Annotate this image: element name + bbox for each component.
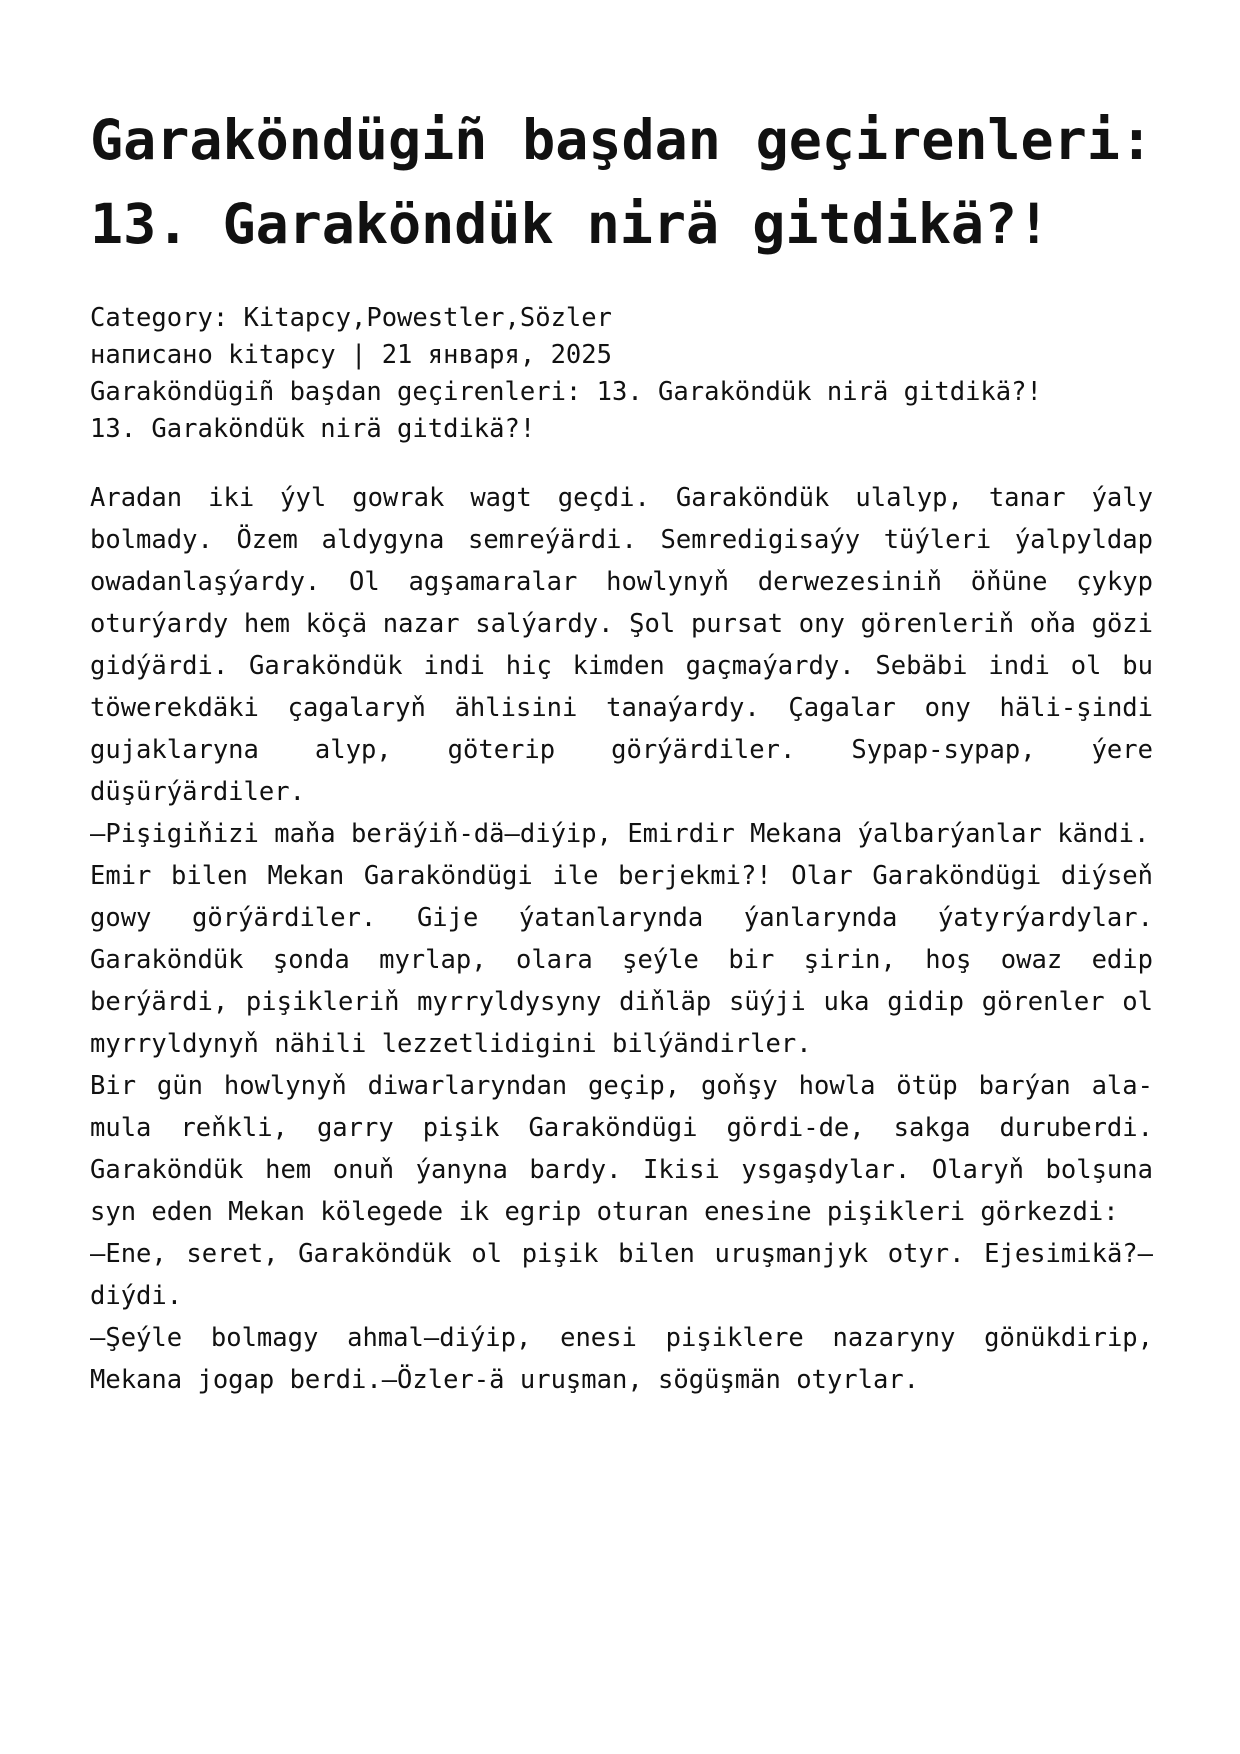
category-line: Category: Kitapcy,Powestler,Sözler — [90, 303, 612, 333]
paragraph: —Pişigiňizi maňa beräýiň-dä—diýip, Emirdir Mekana ýalbarýanlar kändi. — [90, 819, 1150, 849]
article-body — [90, 477, 1153, 1401]
chapter-line: 13. Garaköndük nirä gitdikä?! — [90, 414, 536, 444]
paragraph: Bir gün howlynyň diwarlaryndan geçip, goňşy howla ötüp barýan ala-mula reňkli, garry pişik Garaköndügi gördi-de, sakga duruberdi. Garaköndük hem onuň ýanyna bardy. Ikisi ysgaşdylar. Olaryň bolşuna syn eden Mekan kölegede ik egrip oturan enesine pişikleri görkezdi: — [90, 1071, 1153, 1227]
paragraph: Emir bilen Mekan Garaköndügi ile berjekmi?! Olar Garaköndügi diýseň gowy görýärdiler. Gije ýatanlarynda ýanlarynda ýatyrýardylar. Garaköndük şonda myrlap, olara şeýle bir şirin, hoş owaz edip berýärdi, pişikleriň myrryldysyny diňläp süýji uka gidip görenler ol myrryldynyň nähili lezzetlidigini bilýändirler. — [90, 861, 1153, 1059]
article-page — [90, 98, 1153, 1401]
paragraph: —Ene, seret, Garaköndük ol pişik bilen uruşmanjyk otyr. Ejesimikä?—diýdi. — [90, 1239, 1153, 1311]
paragraph: —Şeýle bolmagy ahmal—diýip, enesi pişiklere nazaryny gönükdirip, Mekana jogap berdi.—Özler-ä uruşman, sögüşmän otyrlar. — [90, 1323, 1153, 1395]
subtitle-line: Garaköndügiñ başdan geçirenleri: 13. Garaköndük nirä gitdikä?! — [90, 377, 1042, 407]
article-title: Garaköndügiñ başdan geçirenleri: 13. Garaköndük nirä gitdikä?! — [90, 108, 1153, 256]
author-date-line: написано kitapcy | 21 января, 2025 — [90, 340, 612, 370]
article-meta — [90, 300, 1153, 448]
paragraph: Aradan iki ýyl gowrak wagt geçdi. Garaköndük ulalyp, tanar ýaly bolmady. Özem aldygyna semreýärdi. Semredigisaýy tüýleri ýalpyldap owadanlaşýardy. Ol agşamaralar howlynyň derwezesiniň öňüne çykyp oturýardy hem köçä nazar salýardy. Şol pursat ony görenleriň oňa gözi gidýärdi. Garaköndük indi hiç kimden gaçmaýardy. Sebäbi indi ol bu töwerekdäki çagalaryň ählisini tanaýardy. Çagalar ony häli-şindi gujaklaryna alyp, göterip görýärdiler. Sypap-sypap, ýere düşürýärdiler. — [90, 483, 1153, 807]
